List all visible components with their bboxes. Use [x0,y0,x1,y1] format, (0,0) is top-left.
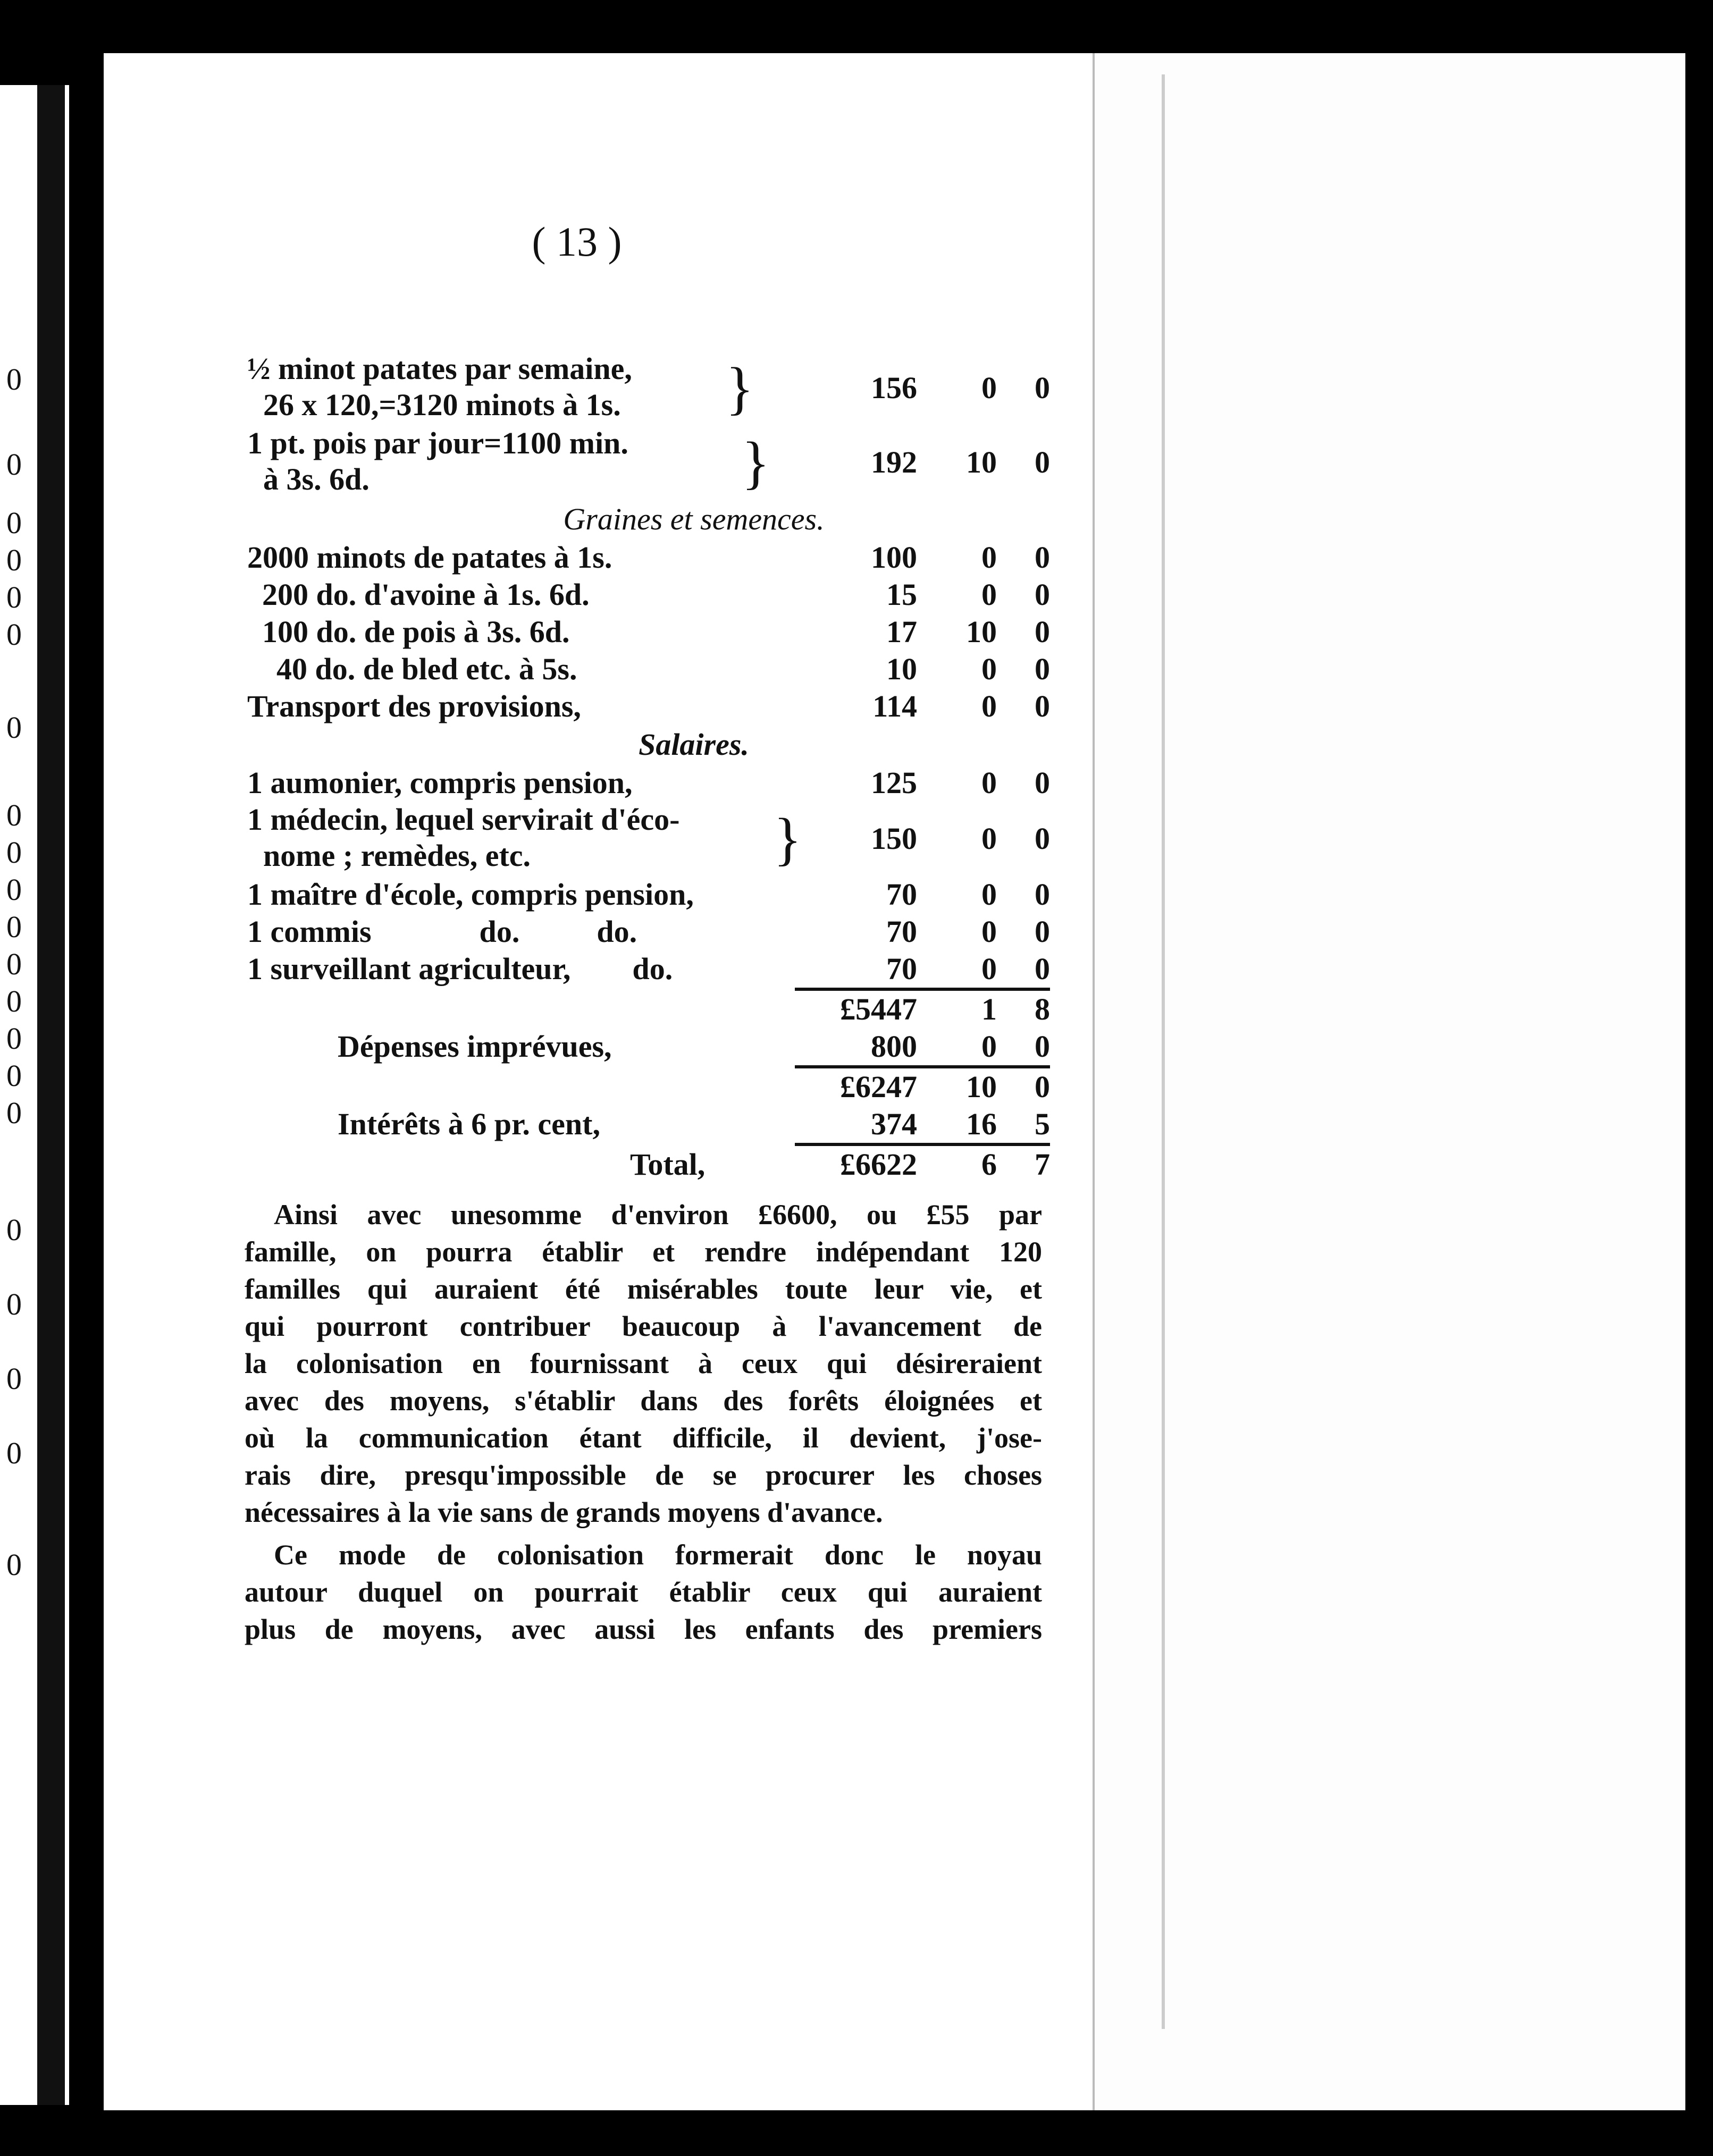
margin-mark: 0 [6,543,22,577]
body-paragraph [245,1536,1042,1648]
amount-shillings: 1 [981,992,997,1026]
amount-shillings: 0 [981,821,997,856]
amount-shillings: 0 [981,765,997,800]
amount-pounds: 70 [886,951,917,986]
amount-pence: 0 [1035,540,1050,575]
text-line: plus de moyens, avec aussi les enfants des premiers [245,1613,1042,1645]
margin-mark: 0 [6,1361,22,1396]
total-row [247,1146,1050,1183]
amount-pounds: 156 [871,370,917,405]
amount-pence: 0 [1035,765,1050,800]
ledger-row [247,576,1050,613]
margin-mark: 0 [6,362,22,397]
amount-pounds: 70 [886,877,917,912]
section-heading: Salaires. [639,727,749,762]
total-label: Total, [630,1147,706,1182]
margin-mark: 0 [6,909,22,944]
text-line: avec des moyens, s'établir dans des forêts éloignées et [245,1385,1042,1417]
margin-mark: 0 [6,1212,22,1247]
amount-shillings: 0 [981,1029,997,1064]
ledger-description: Dépenses imprévues, [338,1029,612,1064]
text-line: famille, on pourra établir et rendre indépendant 120 [245,1236,1042,1268]
amount-pence: 0 [1035,1029,1050,1064]
amount-shillings: 16 [966,1107,997,1141]
amount-pounds: £6622 [840,1147,917,1182]
section-heading: Graines et semences. [563,502,825,536]
amount-pounds: 114 [872,689,917,723]
margin-mark: 0 [6,710,22,745]
amount-shillings: 0 [981,689,997,723]
amount-pounds: 10 [886,652,917,686]
amount-pence: 0 [1035,614,1050,649]
amount-pence: 7 [1035,1147,1050,1182]
amount-pounds: £6247 [840,1069,917,1104]
book-page [104,53,1685,2110]
ledger-row [247,764,1050,802]
ledger-description: 1 surveillant agriculteur, do. [247,951,673,986]
ledger-row [247,425,1050,500]
amount-shillings: 0 [981,652,997,686]
page-fold-line [1162,74,1165,2029]
amount-pounds: 150 [871,821,917,856]
ledger-row [247,539,1050,576]
margin-mark: 0 [6,580,22,614]
amount-pence: 0 [1035,877,1050,912]
margin-mark: 0 [6,1287,22,1321]
ledger-description: 1 commis do. do. [247,914,637,949]
ledger-description: 1 pt. pois par jour=1100 min. à 3s. 6d. [247,426,628,496]
margin-mark: 0 [6,984,22,1018]
ledger-description: 2000 minots de patates à 1s. [247,540,612,575]
ledger-description: 1 maître d'école, compris pension, [247,877,694,912]
text-line: familles qui auraient été misérables toute leur vie, et [245,1273,1042,1305]
ledger-description: Transport des provisions, [247,689,581,723]
ledger-row [247,651,1050,688]
ledger-description: ½ minot patates par semaine, 26 x 120,=3120 minots à 1s. [247,351,632,422]
amount-shillings: 0 [981,540,997,575]
margin-mark: 0 [6,947,22,981]
amount-pence: 5 [1035,1107,1050,1141]
margin-mark: 0 [6,1021,22,1056]
ledger-description: 40 do. de bled etc. à 5s. [276,652,577,686]
text-line: la colonisation en fournissant à ceux qui désireraient [245,1348,1042,1379]
amount-pence: 0 [1035,577,1050,612]
amount-pence: 0 [1035,689,1050,723]
amount-shillings: 6 [981,1147,997,1182]
amount-shillings: 10 [966,614,997,649]
margin-mark: 0 [6,617,22,652]
ledger-row [247,688,1050,725]
margin-mark: 0 [6,872,22,907]
text-line: où la communication étant difficile, il devient, j'ose- [245,1422,1042,1454]
text-line: autour duquel on pourrait établir ceux qui auraient [245,1576,1042,1608]
text-line: nécessaires à la vie sans de grands moyens d'avance. [245,1496,883,1528]
margin-mark: 0 [6,835,22,870]
margin-mark: 0 [6,1547,22,1582]
margin-mark: 0 [6,798,22,832]
text-line: Ainsi avec unesomme d'environ £6600, ou £55 par [274,1199,1042,1231]
brace-mark: } [726,356,754,420]
ledger-row [247,351,1050,425]
amount-shillings: 10 [966,1069,997,1104]
ledger-row [247,876,1050,913]
page-number: ( 13 ) [532,218,622,265]
amount-pounds: 17 [886,614,917,649]
page-fold-edge [1093,53,1685,2110]
amount-pounds: 800 [871,1029,917,1064]
amount-shillings: 0 [981,914,997,949]
ledger-row [247,1028,1050,1065]
amount-pounds: 100 [871,540,917,575]
ledger-description: 1 médecin, lequel servirait d'éco- nome ; remèdes, etc. [247,802,680,873]
left-adjacent-page [0,85,69,2105]
ledger-description: Intérêts à 6 pr. cent, [338,1107,600,1141]
amount-pounds: £5447 [840,992,917,1026]
amount-pence: 0 [1035,951,1050,986]
book-spine [37,85,65,2105]
expense-ledger [247,351,1050,1183]
ledger-description: 200 do. d'avoine à 1s. 6d. [262,577,590,612]
margin-mark: 0 [6,1058,22,1093]
amount-pence: 0 [1035,445,1050,479]
amount-pounds: 15 [886,577,917,612]
ledger-row [247,950,1050,988]
amount-pounds: 70 [886,914,917,949]
amount-shillings: 0 [981,577,997,612]
amount-pence: 0 [1035,914,1050,949]
ledger-row [247,802,1050,876]
amount-pence: 0 [1035,821,1050,856]
brace-mark: } [742,430,770,495]
ledger-description: 1 aumonier, compris pension, [247,765,633,800]
amount-shillings: 0 [981,370,997,405]
text-line: rais dire, presqu'impossible de se procurer les choses [245,1459,1042,1491]
amount-shillings: 10 [966,445,997,479]
brace-mark: } [774,806,802,871]
amount-pence: 0 [1035,1069,1050,1104]
ledger-row [247,613,1050,651]
amount-shillings: 0 [981,951,997,986]
amount-pounds: 125 [871,765,917,800]
text-line: qui pourront contribuer beaucoup à l'avancement de [245,1310,1042,1342]
body-paragraph [245,1196,1042,1531]
subtotal-row [247,991,1050,1028]
subtotal-row [247,1068,1050,1106]
margin-mark: 0 [6,1436,22,1470]
amount-pounds: 192 [871,445,917,479]
amount-pence: 0 [1035,652,1050,686]
ledger-row [247,913,1050,950]
amount-shillings: 0 [981,877,997,912]
margin-mark: 0 [6,506,22,540]
text-line: Ce mode de colonisation formerait donc le noyau [274,1539,1042,1571]
ledger-row [247,1106,1050,1143]
ledger-description: 100 do. de pois à 3s. 6d. [262,614,570,649]
margin-mark: 0 [6,447,22,482]
amount-pence: 8 [1035,992,1050,1026]
amount-pounds: 374 [871,1107,917,1141]
margin-mark: 0 [6,1096,22,1130]
amount-pence: 0 [1035,370,1050,405]
